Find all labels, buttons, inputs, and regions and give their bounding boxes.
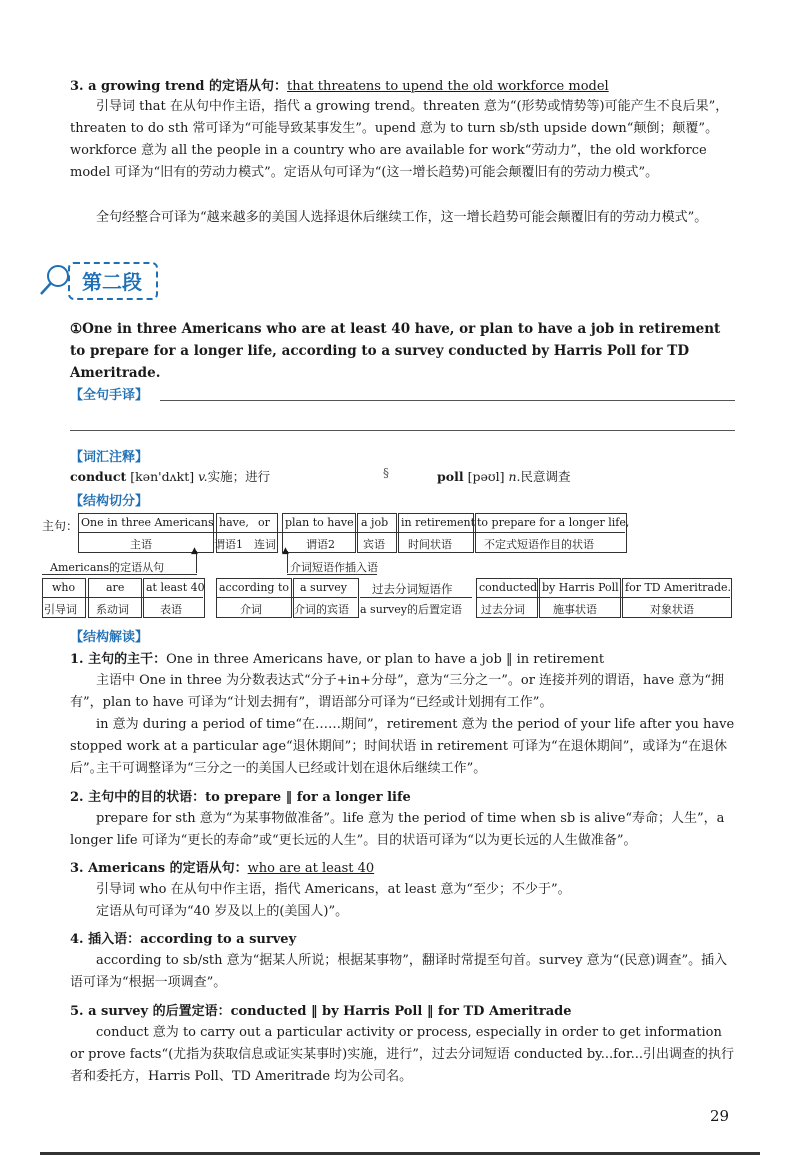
vocab-item-conduct: [70, 467, 270, 485]
vocab-phonetic: [kən'dʌkt]: [130, 469, 195, 484]
diagram-role: 系动词: [96, 603, 129, 616]
analysis-3-paragraph-1: 引导词 who 在从句中作主语，指代 Americans，at least 意为“至少；不少于”。: [96, 882, 571, 897]
diagram-role: 介词: [240, 603, 262, 616]
diagram-word: a job: [361, 516, 389, 529]
diagram-divider: [216, 597, 357, 598]
analysis-1-title-prefix: 1. 主句的主干：: [70, 652, 167, 667]
analysis-5-paragraph-1: conduct 意为 to carry out a particular activity or process, especially in order to get information or prove facts“(尤指为获取信息或证实某事时)实施，进行”，过去分词短语 conducted by...for...引出调查的执行者和委托方，Harris Poll、TD Ameritrade 均为公司名。: [70, 1025, 734, 1084]
diagram-divider: [287, 574, 377, 575]
analysis-1-title-rest: One in three Americans have, or plan to have a job ‖ in retirement: [166, 652, 605, 667]
analysis-2-title: 2. 主句中的目的状语：to prepare ‖ for a longer life: [70, 790, 411, 805]
diagram-word: at least 40: [146, 581, 205, 594]
diagram-word: are: [106, 581, 125, 594]
analysis-3-title: [70, 857, 374, 876]
diagram-role: 介词的宾语: [294, 603, 349, 616]
diagram-role: 谓语1: [214, 538, 243, 551]
arrow-head-icon: ▲: [282, 546, 289, 556]
section3-title-clause: that threatens to upend the old workforce model: [287, 79, 609, 94]
diagram-divider: [360, 597, 472, 598]
participle-label-2: a survey的后置定语: [360, 603, 462, 616]
diagram-word: in retirement: [401, 516, 476, 529]
diagram-word: according to: [219, 581, 289, 594]
footer-rule: [40, 1152, 760, 1155]
diagram-word: have,: [219, 516, 249, 529]
section3-title-prefix: 3. a growing trend 的定语从句：: [70, 79, 288, 94]
diagram-role: 不定式短语作目的状语: [484, 538, 594, 551]
analysis-2-paragraph-1: prepare for sth 意为“为某事物做准备”。life 意为 the period of time when sb is alive“寿命；人生”，a longer life 可译为“更长的寿命”或“更长远的人生”。目的状语可译为“以为更长远的人生做准备”。: [70, 811, 725, 848]
analysis-1-paragraph-2: in 意为 during a period of time“在……期间”，retirement 意为 the period of your life after you have stopped work at a particular age“退休期间”；时间状语 in retirement 可译为“在退休期间”，或译为“在退休后”。: [70, 717, 735, 776]
translation-line-2: [70, 430, 735, 431]
section3-paragraph-2: 全句经整合可译为“越来越多的美国人选择退休后继续工作，这一增长趋势可能会颠覆旧有的劳动力模式”。: [96, 210, 708, 225]
section3-title: [70, 75, 609, 94]
analysis-4-paragraph-1: according to sb/sth 意为“据某人所说；根据某事物”，翻译时常提至句首。survey 意为“(民意)调查”。插入语可译为“根据一项调查”。: [70, 953, 728, 990]
analysis-3-paragraph-2: 定语从句可译为“40 岁及以上的(美国人)”。: [96, 904, 349, 919]
diagram-role: 时间状语: [408, 538, 452, 551]
vocab-word: conduct: [70, 469, 127, 484]
attr-clause-label: Americans的定语从句: [50, 561, 165, 574]
analysis-1-paragraph-3: 主干可调整译为“三分之一的美国人已经或计划在退休后继续工作”。: [96, 761, 487, 776]
diagram-word: for TD Ameritrade.: [625, 581, 732, 594]
diagram-word: by Harris Poll: [542, 581, 619, 594]
participle-label: 过去分词短语作: [372, 582, 453, 596]
vocab-item-poll: [437, 467, 571, 485]
diagram-role: 宾语: [363, 538, 385, 551]
page-number: 29: [710, 1107, 730, 1125]
diagram-role: 连词: [254, 538, 276, 551]
diagram-divider: [42, 597, 203, 598]
translation-line-1: [160, 400, 735, 401]
analysis-3-title-prefix: 3. Americans 的定语从句：: [70, 861, 248, 876]
diagram-divider: [476, 597, 730, 598]
section3-paragraph-1: 引导词 that 在从句中作主语，指代 a growing trend。threaten 意为“(形势或情势等)可能产生不良后果”，threaten to do sth 常可译为“可能导致某事发生”。upend 意为 to turn sb/sth upside down“颠倒；颠覆”。workforce 意为 all the people in a country who are available for work“劳动力”，the old workforce model 可译为“旧有的劳动力模式”。定语从句可译为“(这一增长趋势)可能会颠覆旧有的劳动力模式”。: [70, 99, 729, 180]
diagram-word: One in three Americans: [81, 516, 214, 529]
vocab-word: poll: [437, 469, 464, 484]
full-translation-label: 【全句手译】: [70, 388, 149, 403]
paragraph-header: 第二段: [82, 270, 142, 294]
structure-label: 【结构切分】: [70, 494, 149, 509]
analysis-label: 【结构解读】: [70, 630, 149, 645]
diagram-word: conducted: [479, 581, 538, 594]
diagram-role: 施事状语: [553, 603, 597, 616]
diagram-word: a survey: [300, 581, 347, 594]
target-sentence: ①One in three Americans who are at least 40 have, or plan to have a job in retirement to prepare for a longer life, according to a survey conducted by Harris Poll for TD Ameritrade.: [70, 321, 721, 381]
analysis-4-title: 4. 插入语：according to a survey: [70, 932, 297, 947]
diagram-divider: [78, 532, 625, 533]
diagram-word: to prepare for a longer life,: [477, 516, 630, 529]
diagram-role: 对象状语: [650, 603, 694, 616]
diagram-role: 谓语2: [306, 538, 335, 551]
diagram-role: 引导词: [44, 603, 77, 616]
analysis-3-title-rest: who are at least 40: [247, 861, 375, 876]
magnifier-icon: [38, 262, 72, 298]
diagram-role: 表语: [160, 603, 182, 616]
vocab-meaning: 民意调查: [520, 469, 571, 484]
diagram-role: 主语: [130, 538, 152, 551]
diagram-word: who: [52, 581, 76, 594]
vocab-phonetic: [pəʊl]: [467, 469, 505, 484]
leaf-icon: §: [383, 466, 389, 480]
vocab-meaning: 实施；进行: [207, 469, 271, 484]
diagram-divider: [42, 574, 197, 575]
vocab-pos: v.: [198, 469, 208, 484]
diagram-role: 过去分词: [481, 603, 525, 616]
main-clause-label: 主句：: [42, 519, 79, 533]
analysis-1-title: [70, 648, 604, 667]
analysis-1-paragraph-1: 主语中 One in three 为分数表达式“分子+in+分母”，意为“三分之一”。or 连接并列的谓语，have 意为“拥有”，plan to have 可译为“计划去拥有”，谓语部分可译为“已经或计划拥有工作”。: [70, 673, 724, 710]
vocab-label: 【词汇注释】: [70, 450, 149, 465]
analysis-5-title: 5. a survey 的后置定语：conducted ‖ by Harris Poll ‖ for TD Ameritrade: [70, 1004, 572, 1019]
inserted-phrase-label: 介词短语作插入语: [290, 561, 378, 574]
arrow-head-icon: ▲: [191, 546, 198, 556]
diagram-word: plan to have: [285, 516, 354, 529]
diagram-word: or: [258, 516, 270, 529]
vocab-pos: n.: [508, 469, 521, 484]
